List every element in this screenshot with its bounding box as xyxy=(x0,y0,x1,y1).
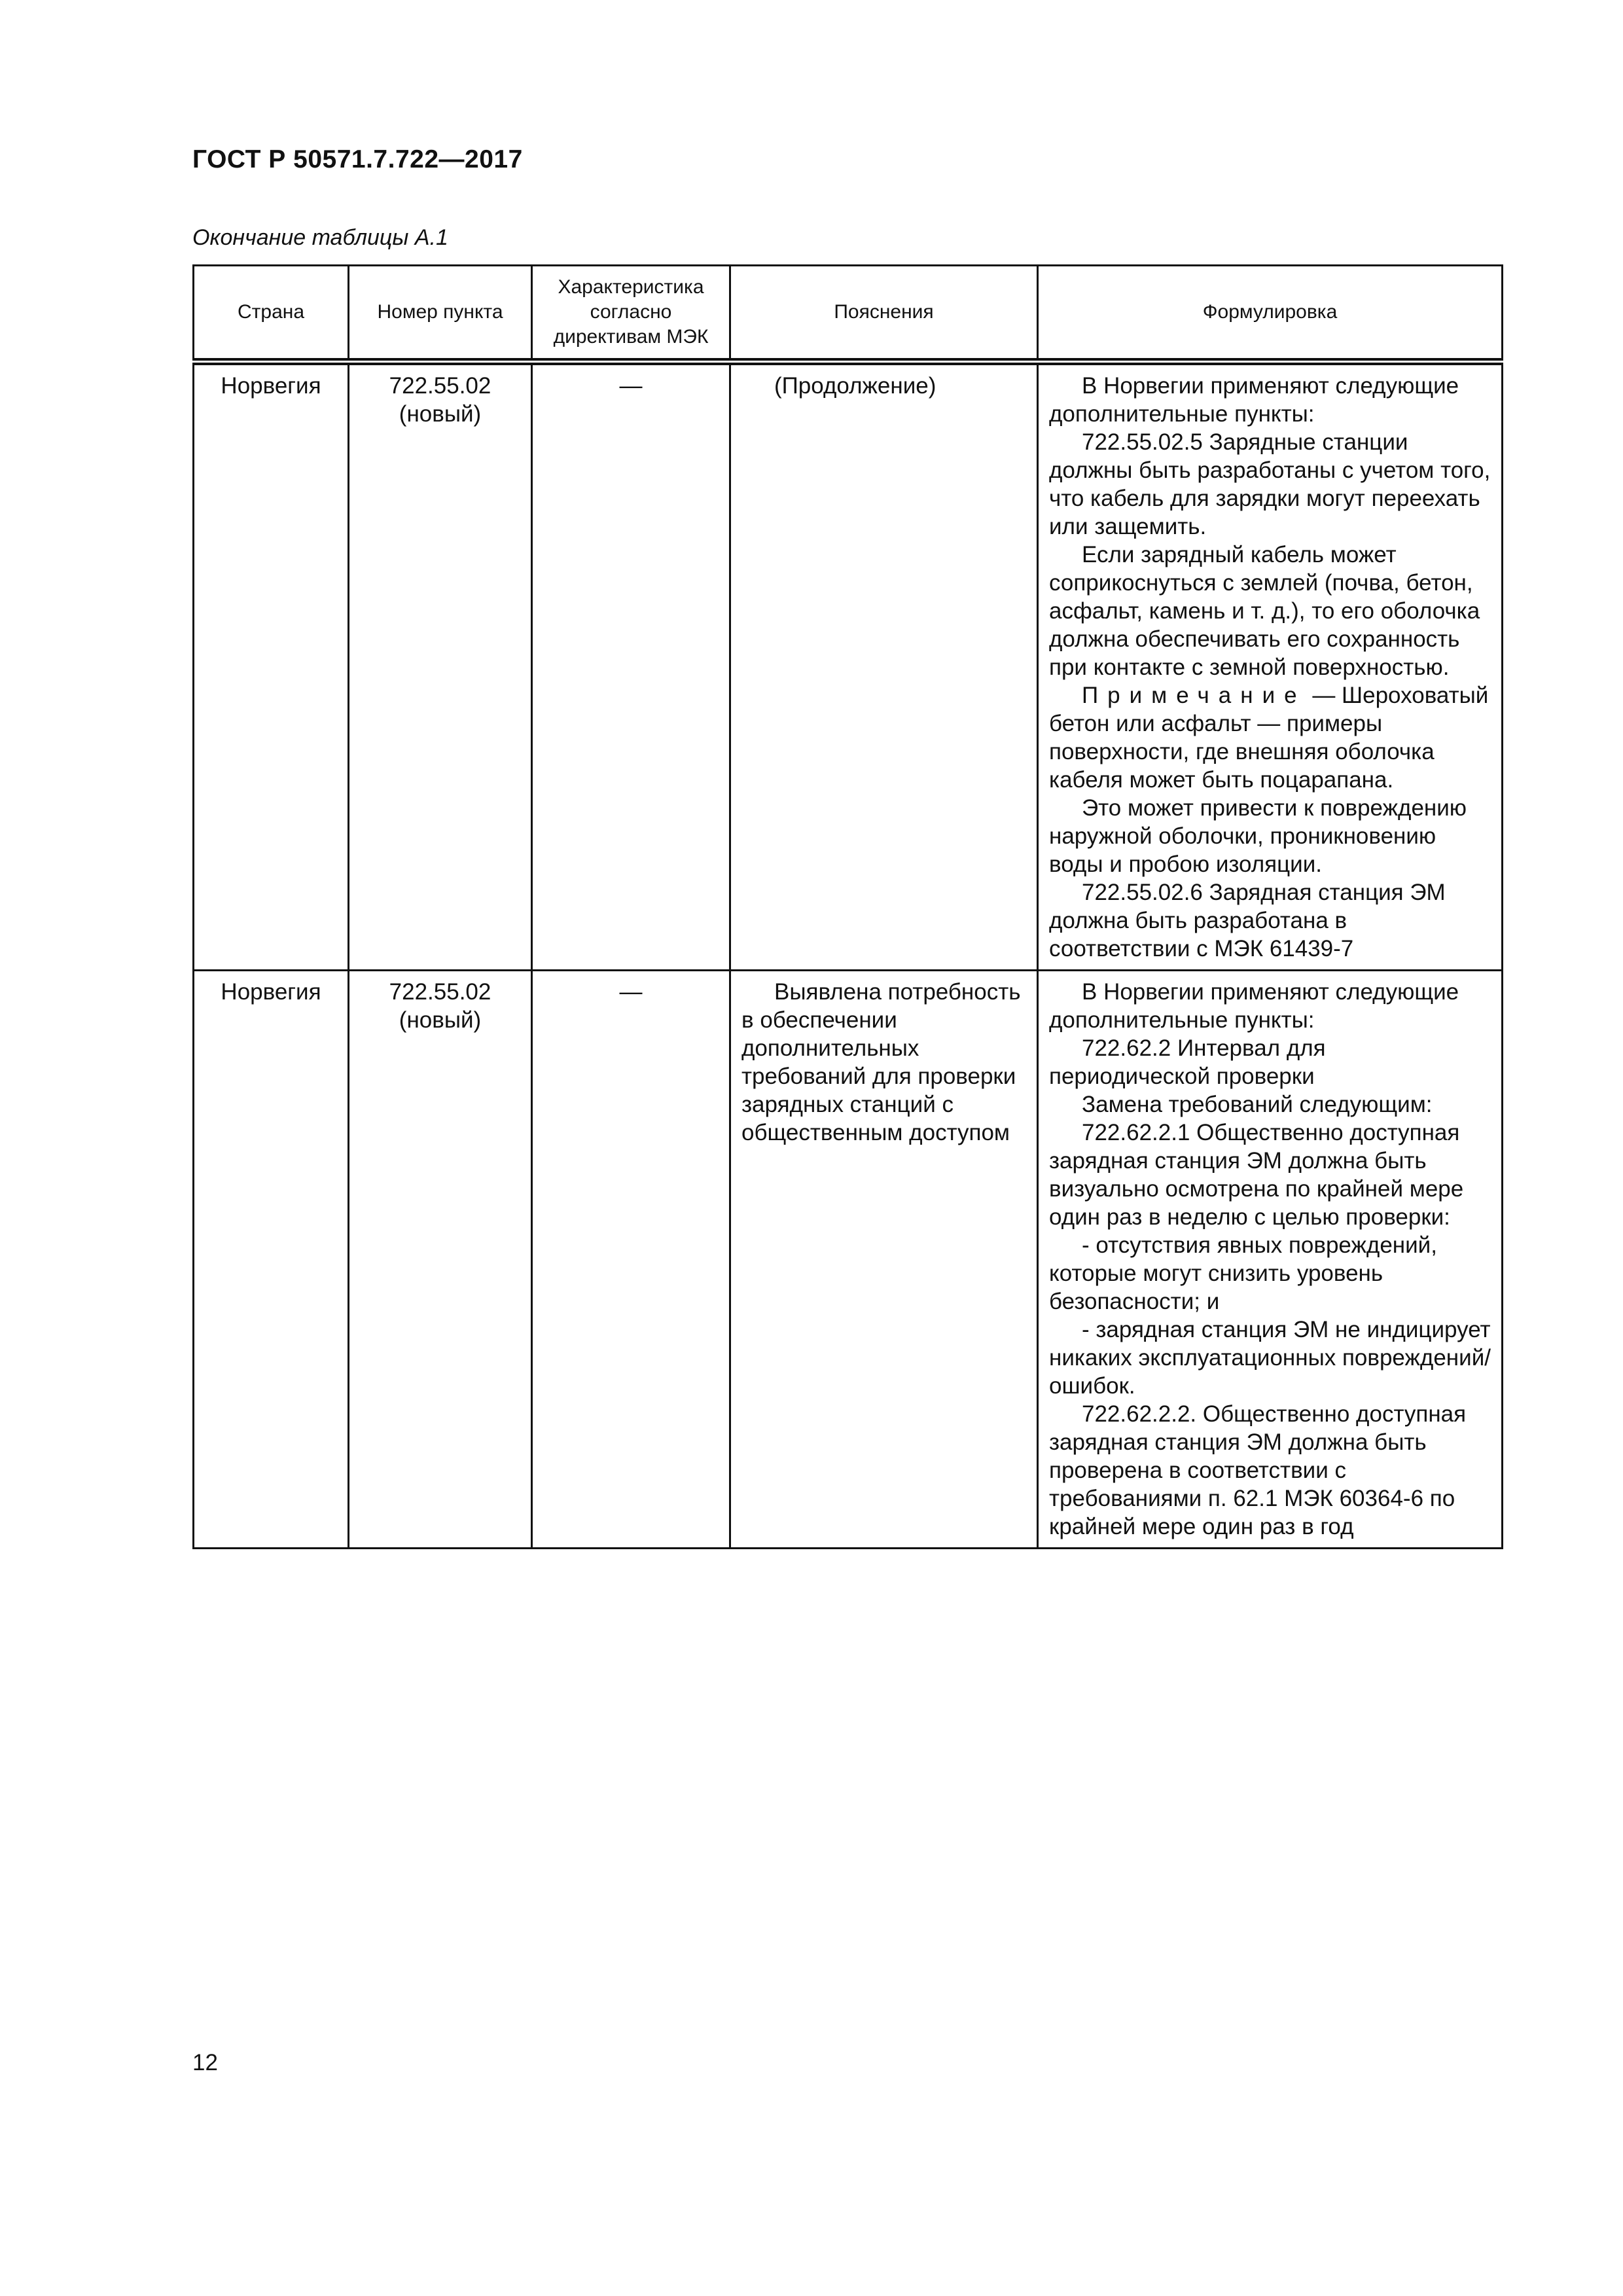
clause-number: 722.55.02 xyxy=(389,979,491,1005)
formulation-paragraph: Замена требований следующим: xyxy=(1082,1092,1433,1117)
header-formulation: Формулировка xyxy=(1038,266,1503,362)
cell-country: Норвегия xyxy=(194,362,349,971)
header-country: Страна xyxy=(194,266,349,362)
formulation-paragraph: В Норвегии применяют следующие дополнительные пункты: xyxy=(1049,979,1459,1033)
cell-clause-number xyxy=(349,362,532,971)
requirements-table xyxy=(192,264,1503,1549)
cell-characteristic: — xyxy=(532,971,730,1549)
cell-explanation xyxy=(730,971,1038,1549)
table-row xyxy=(194,362,1503,971)
table-header-row xyxy=(194,266,1503,362)
header-characteristic: Характеристика согласно директивам МЭК xyxy=(532,266,730,362)
formulation-paragraph: Это может привести к повреждению наружной оболочки, проникновению воды и пробою изоляции. xyxy=(1049,795,1467,877)
cell-country: Норвегия xyxy=(194,971,349,1549)
formulation-paragraph: 722.62.2.2. Общественно доступная зарядная станция ЭМ должна быть проверена в соответствии с требованиями п. 62.1 МЭК 60364-6 по крайней мере один раз в год xyxy=(1049,1401,1467,1539)
page-number: 12 xyxy=(192,2050,218,2075)
formulation-paragraph: 722.62.2 Интервал для периодической проверки xyxy=(1049,1035,1326,1089)
header-clause-number: Номер пункта xyxy=(349,266,532,362)
cell-clause-number xyxy=(349,971,532,1549)
explanation-text: (Продолжение) xyxy=(774,373,936,399)
document-code: ГОСТ Р 50571.7.722—2017 xyxy=(192,145,523,173)
cell-explanation xyxy=(730,362,1038,971)
cell-formulation xyxy=(1038,971,1503,1549)
cell-formulation xyxy=(1038,362,1503,971)
clause-note: (новый) xyxy=(399,1007,482,1033)
formulation-paragraph: 722.55.02.5 Зарядные станции должны быть разработаны с учетом того, что кабель для зарядки могут переехать или защемить. xyxy=(1049,429,1491,539)
explanation-text: Выявлена потребность в обеспечении дополнительных требований для проверки зарядных станций с общественным доступом xyxy=(741,979,1021,1145)
note-label: Примечание xyxy=(1082,683,1306,708)
header-explanation: Пояснения xyxy=(730,266,1038,362)
formulation-paragraph: - отсутствия явных повреждений, которые могут снизить уровень безопасности; и xyxy=(1049,1232,1437,1314)
note-text: — Шероховатый бетон или асфальт — примеры поверхности, где внешняя оболочка кабеля может быть поцарапана. xyxy=(1049,683,1489,793)
formulation-paragraph: 722.62.2.1 Общественно доступная зарядная станция ЭМ должна быть визуально осмотрена по крайней мере один раз в неделю с целью проверки: xyxy=(1049,1120,1464,1230)
formulation-paragraph: Если зарядный кабель может соприкоснуться с землей (почва, бетон, асфальт, камень и т. д.), то его оболочка должна обеспечивать его сохранность при контакте с земной поверхностью. xyxy=(1049,542,1480,680)
table-row xyxy=(194,971,1503,1549)
clause-note: (новый) xyxy=(399,401,482,427)
formulation-paragraph: - зарядная станция ЭМ не индицирует никаких эксплуатационных повреждений/ошибок. xyxy=(1049,1317,1491,1399)
table-caption: Окончание таблицы А.1 xyxy=(192,225,448,250)
formulation-note xyxy=(1049,681,1491,794)
cell-characteristic: — xyxy=(532,362,730,971)
formulation-paragraph: 722.55.02.6 Зарядная станция ЭМ должна быть разработана в соответствии с МЭК 61439-7 xyxy=(1049,880,1446,961)
clause-number: 722.55.02 xyxy=(389,373,491,399)
formulation-paragraph: В Норвегии применяют следующие дополнительные пункты: xyxy=(1049,373,1459,427)
